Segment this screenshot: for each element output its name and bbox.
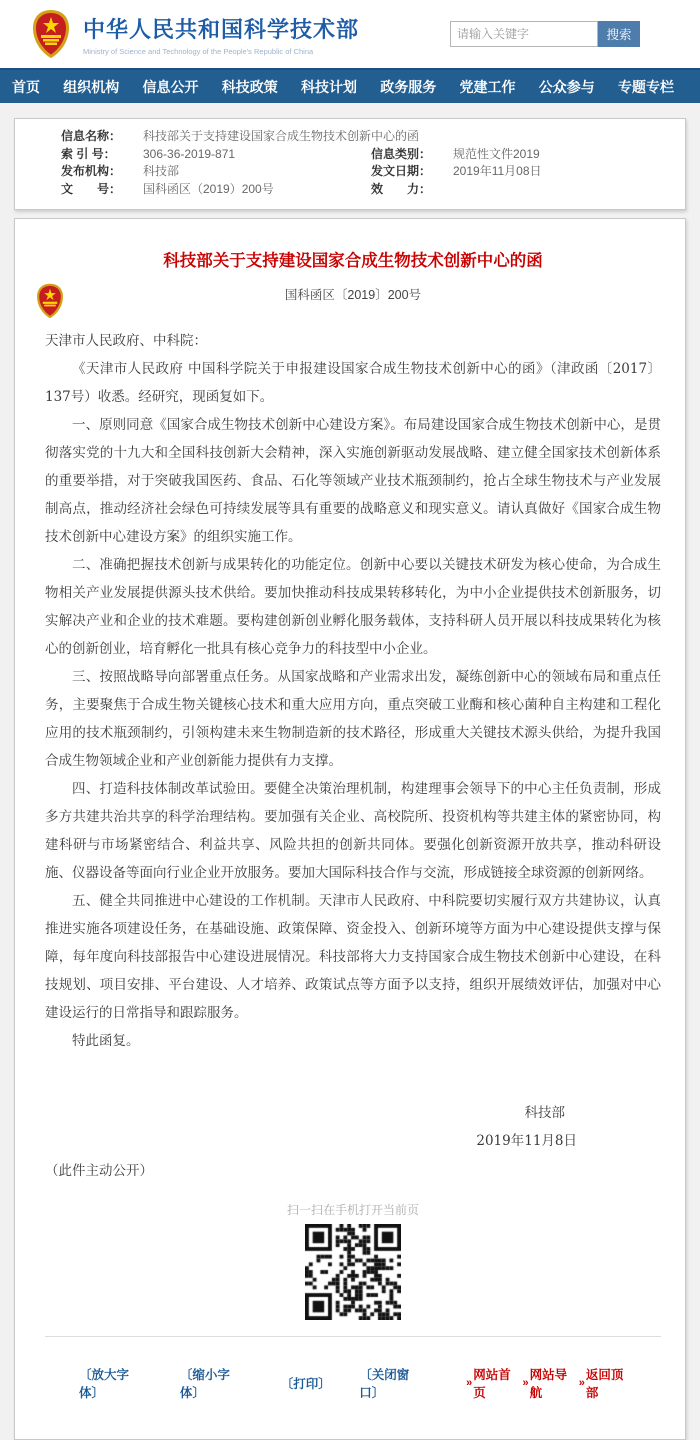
site-home-link[interactable] bbox=[466, 1365, 516, 1401]
site-home-label: 网站首页 bbox=[473, 1368, 511, 1400]
info-row-index bbox=[15, 146, 685, 164]
nav-item-sci-programs[interactable]: 科技计划 bbox=[301, 78, 357, 95]
paragraph-4: 四、打造科技体制改革试验田。要健全决策治理机制，构建理事会领导下的中心主任负责制，形成多方共建共治共享的科学治理结构。要加强有关企业、高校院所、投资机构等共建主体的紧密协同，构建科研与市场紧密结合、利益共享、风险共担的创新共同体。要强化创新资源开放共享，推动科研设施、仪器设备等面向行业企业开放服务。要加大国际科技合作与交流，形成链接全球资源的创新网络。 bbox=[45, 781, 661, 881]
document-info-box bbox=[14, 118, 686, 210]
nav-item-organization[interactable]: 组织机构 bbox=[63, 78, 120, 95]
info-category-label: 信息类别： bbox=[371, 146, 432, 161]
print-button[interactable]: 〔打印〕 bbox=[280, 1377, 331, 1391]
document-body bbox=[45, 327, 661, 1055]
back-to-top-link[interactable] bbox=[579, 1365, 629, 1401]
nav-item-sci-policy[interactable]: 科技政策 bbox=[221, 78, 278, 95]
info-docno-value: 国科函区（2019）200号 bbox=[143, 181, 274, 196]
arrow-icon: » bbox=[578, 1377, 585, 1389]
info-agency-value: 科技部 bbox=[143, 164, 180, 178]
info-name-value: 科技部关于支持建设国家合成生物技术创新中心的函 bbox=[143, 129, 420, 143]
paragraph-3: 三、按照战略导向部署重点任务。从国家战略和产业需求出发，凝练创新中心的领域布局和重点任务，主要聚焦于合成生物关键核心技术和重大应用方向，重点突破工业酶和核心菌种自主构建和工程化应用的技术瓶颈制约，引领构建未来生物制造新的技术路径，形成重大关键技术源头供给，为提升我国合成生物领域企业和产业创新能力提供有力支撑。 bbox=[45, 669, 661, 769]
nav-item-gov-services[interactable]: 政务服务 bbox=[380, 78, 437, 95]
info-category-value: 规范性文件2019 bbox=[453, 146, 540, 161]
back-to-top-label: 返回顶部 bbox=[585, 1368, 624, 1400]
site-header bbox=[0, 0, 700, 68]
paragraph-intro: 《天津市人民政府 中国科学院关于申报建设国家合成生物技术创新中心的函》（津政函〔2017〕137号）收悉。经研究，现函复如下。 bbox=[45, 361, 661, 405]
document-number: 国科函区〔2019〕200号 bbox=[284, 288, 422, 302]
search-input[interactable] bbox=[450, 21, 598, 47]
arrow-icon: » bbox=[522, 1377, 529, 1389]
close-window-button[interactable]: 〔关闭窗口〕 bbox=[359, 1368, 410, 1400]
info-date-value: 2019年11月08日 bbox=[453, 164, 542, 178]
document-card bbox=[14, 218, 686, 1440]
site-subtitle: Ministry of Science and Technology of the People's Republic of China bbox=[83, 46, 314, 56]
paragraph-2: 二、准确把握技术创新与成果转化的功能定位。创新中心要以关键技术研发为核心使命，为合成生物相关产业发展提供源头技术供给。要加快推动科技成果转移转化，为中小企业提供技术创新服务，切实解决产业和企业的技术难题。要构建创新创业孵化服务载体，支持科研人员开展以科技成果转化为核心的创新创业，培育孵化一批具有核心竞争力的科技型中小企业。 bbox=[45, 557, 661, 657]
qr-section bbox=[45, 1201, 661, 1320]
closing-line: 特此函复。 bbox=[72, 1033, 140, 1049]
site-map-label: 网站导航 bbox=[529, 1368, 568, 1400]
national-emblem-icon bbox=[32, 9, 70, 59]
info-effect-value bbox=[453, 181, 685, 199]
brand-block bbox=[83, 13, 359, 56]
search-button[interactable]: 搜索 bbox=[598, 21, 640, 47]
qr-code bbox=[305, 1224, 401, 1320]
document-emblem-icon bbox=[35, 283, 65, 319]
nav-item-home[interactable]: 首页 bbox=[12, 78, 40, 95]
main-nav bbox=[0, 68, 700, 103]
search-box bbox=[450, 21, 640, 47]
enlarge-font-button[interactable]: 〔放大字体〕 bbox=[79, 1368, 130, 1400]
disclosure-note: （此件主动公开） bbox=[45, 1163, 153, 1179]
signature-block bbox=[45, 1099, 661, 1155]
nav-item-special-columns[interactable]: 专题专栏 bbox=[618, 78, 674, 95]
salutation: 天津市人民政府、中科院： bbox=[45, 333, 207, 349]
qr-caption: 扫一扫在手机打开当前页 bbox=[286, 1203, 419, 1217]
document-title: 科技部关于支持建设国家合成生物技术创新中心的函 bbox=[163, 251, 543, 270]
site-title: 中华人民共和国科学技术部 bbox=[83, 16, 360, 42]
info-index-value: 306-36-2019-871 bbox=[143, 146, 236, 161]
nav-item-info-disclosure[interactable]: 信息公开 bbox=[142, 78, 199, 95]
info-row-docno bbox=[15, 181, 685, 199]
page-toolbar bbox=[45, 1336, 661, 1439]
paragraph-1: 一、原则同意《国家合成生物技术创新中心建设方案》。布局建设国家合成生物技术创新中心，是贯彻落实党的十九大和全国科技创新大会精神，深入实施创新驱动发展战略、建立健全国家技术创新体系的重要举措，对于突破我国医药、食品、石化等领域产业技术瓶颈制约，抢占全球生物技术与产业发展制高点，推动经济社会绿色可持续发展等具有重要的战略意义和现实意义。请认真做好《国家合成生物技术创新中心建设方案》的组织实施工作。 bbox=[45, 417, 661, 545]
info-row-agency bbox=[15, 163, 685, 181]
info-index-label: 索 引 号： bbox=[61, 146, 116, 161]
info-docno-label: 文 号： bbox=[61, 181, 122, 196]
info-agency-label: 发布机构： bbox=[61, 164, 122, 178]
quick-links bbox=[460, 1365, 629, 1401]
shrink-font-button[interactable]: 〔缩小字体〕 bbox=[179, 1368, 230, 1400]
info-effect-label: 效 力： bbox=[371, 181, 432, 196]
signature-date: 2019年11月8日 bbox=[476, 1133, 577, 1149]
nav-item-party-building[interactable]: 党建工作 bbox=[459, 78, 516, 95]
paragraph-5: 五、健全共同推进中心建设的工作机制。天津市人民政府、中科院要切实履行双方共建协议，认真推进实施各项建设任务，在基础设施、政策保障、资金投入、创新环境等方面为中心建设提供支撑与保障，每年度向科技部报告中心建设进展情况。科技部将大力支持国家合成生物技术创新中心建设，在科技规划、项目安排、平台建设、人才培养、政策试点等方面予以支持，组织开展绩效评估，加强对中心建设运行的日常指导和跟踪服务。 bbox=[45, 893, 661, 1021]
nav-item-public-participation[interactable]: 公众参与 bbox=[538, 78, 595, 95]
arrow-icon: » bbox=[466, 1377, 473, 1389]
signer-name: 科技部 bbox=[524, 1105, 565, 1121]
site-map-link[interactable] bbox=[522, 1365, 572, 1401]
info-name-label: 信息名称： bbox=[61, 129, 122, 143]
info-date-label: 发文日期： bbox=[371, 164, 432, 178]
info-row-name bbox=[15, 128, 685, 146]
